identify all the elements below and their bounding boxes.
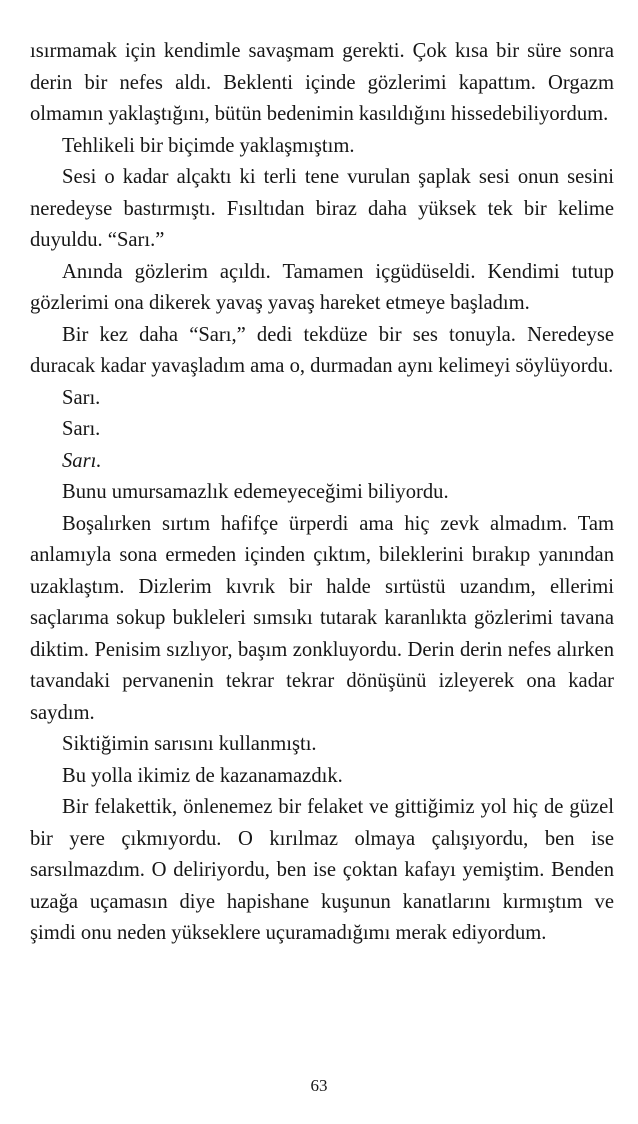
paragraph-short-italic: Sarı. [62, 449, 102, 472]
paragraph: Boşalırken sırtım hafifçe ürperdi ama hiç zevk almadım. Tam anlamıyla sona ermeden içinden çıktım, bileklerini bırakıp yanından uzaklaştım. Dizlerim kıvrık bir halde sırtüstü uzandım, ellerimi saçlarıma sokup bukleleri sımsıkı tutarak karanlıkta gözlerimi tavana diktim. Penisim sızlıyor, başım zonkluyordu. Derin derin nefes alırken tavandaki pervanenin tekrar tekrar dönüşünü izleyerek ona kadar saydım. [30, 512, 614, 724]
paragraph: Bu yolla ikimiz de kazanamazdık. [62, 764, 343, 787]
paragraph: Sesi o kadar alçaktı ki terli tene vurulan şaplak sesi onun sesini neredeyse bastırmıştı. Fısıltıdan biraz daha yüksek tek bir kelime duyuldu. “Sarı.” [30, 166, 614, 251]
paragraph-short: Sarı. [62, 418, 101, 440]
paragraph: Bunu umursamazlık edemeyeceğimi biliyordu. [62, 481, 449, 503]
paragraph: Tehlikeli bir biçimde yaklaşmıştım. [62, 134, 355, 157]
paragraph-continued: ısırmamak için kendimle savaşmam gerekti. Çok kısa bir süre sonra derin bir nefes aldı. Beklenti içinde gözlerimi kapattım. Orgazm olmamın yaklaştığını, bütün bedenimin kasıldığını hissedebiliyordum. [30, 40, 614, 125]
page-number: 63 [310, 1076, 328, 1095]
book-page-body [30, 36, 614, 950]
paragraph: Siktiğimin sarısını kullanmıştı. [62, 733, 317, 755]
paragraph: Bir kez daha “Sarı,” dedi tekdüze bir ses tonuyla. Neredeyse duracak kadar yavaşladım ama o, durmadan aynı kelimeyi söylüyordu. [30, 323, 614, 377]
paragraph: Bir felakettik, önlenemez bir felaket ve gittiğimiz yol hiç de güzel bir yere çıkmıyordu. O kırılmaz olmaya çalışıyordu, ben ise sarsılmazdım. O deliriyordu, ben ise çoktan kafayı yemiştim. Benden uzağa uçamasın diye hapishane kuşunun kanatlarını kırmıştım ve şimdi onu neden yükseklere uçuramadığımı merak ediyordum. [30, 796, 614, 944]
paragraph: Anında gözlerim açıldı. Tamamen içgüdüseldi. Kendimi tutup gözlerimi ona dikerek yavaş yavaş hareket etmeye başladım. [30, 260, 614, 314]
paragraph-short: Sarı. [62, 386, 101, 409]
